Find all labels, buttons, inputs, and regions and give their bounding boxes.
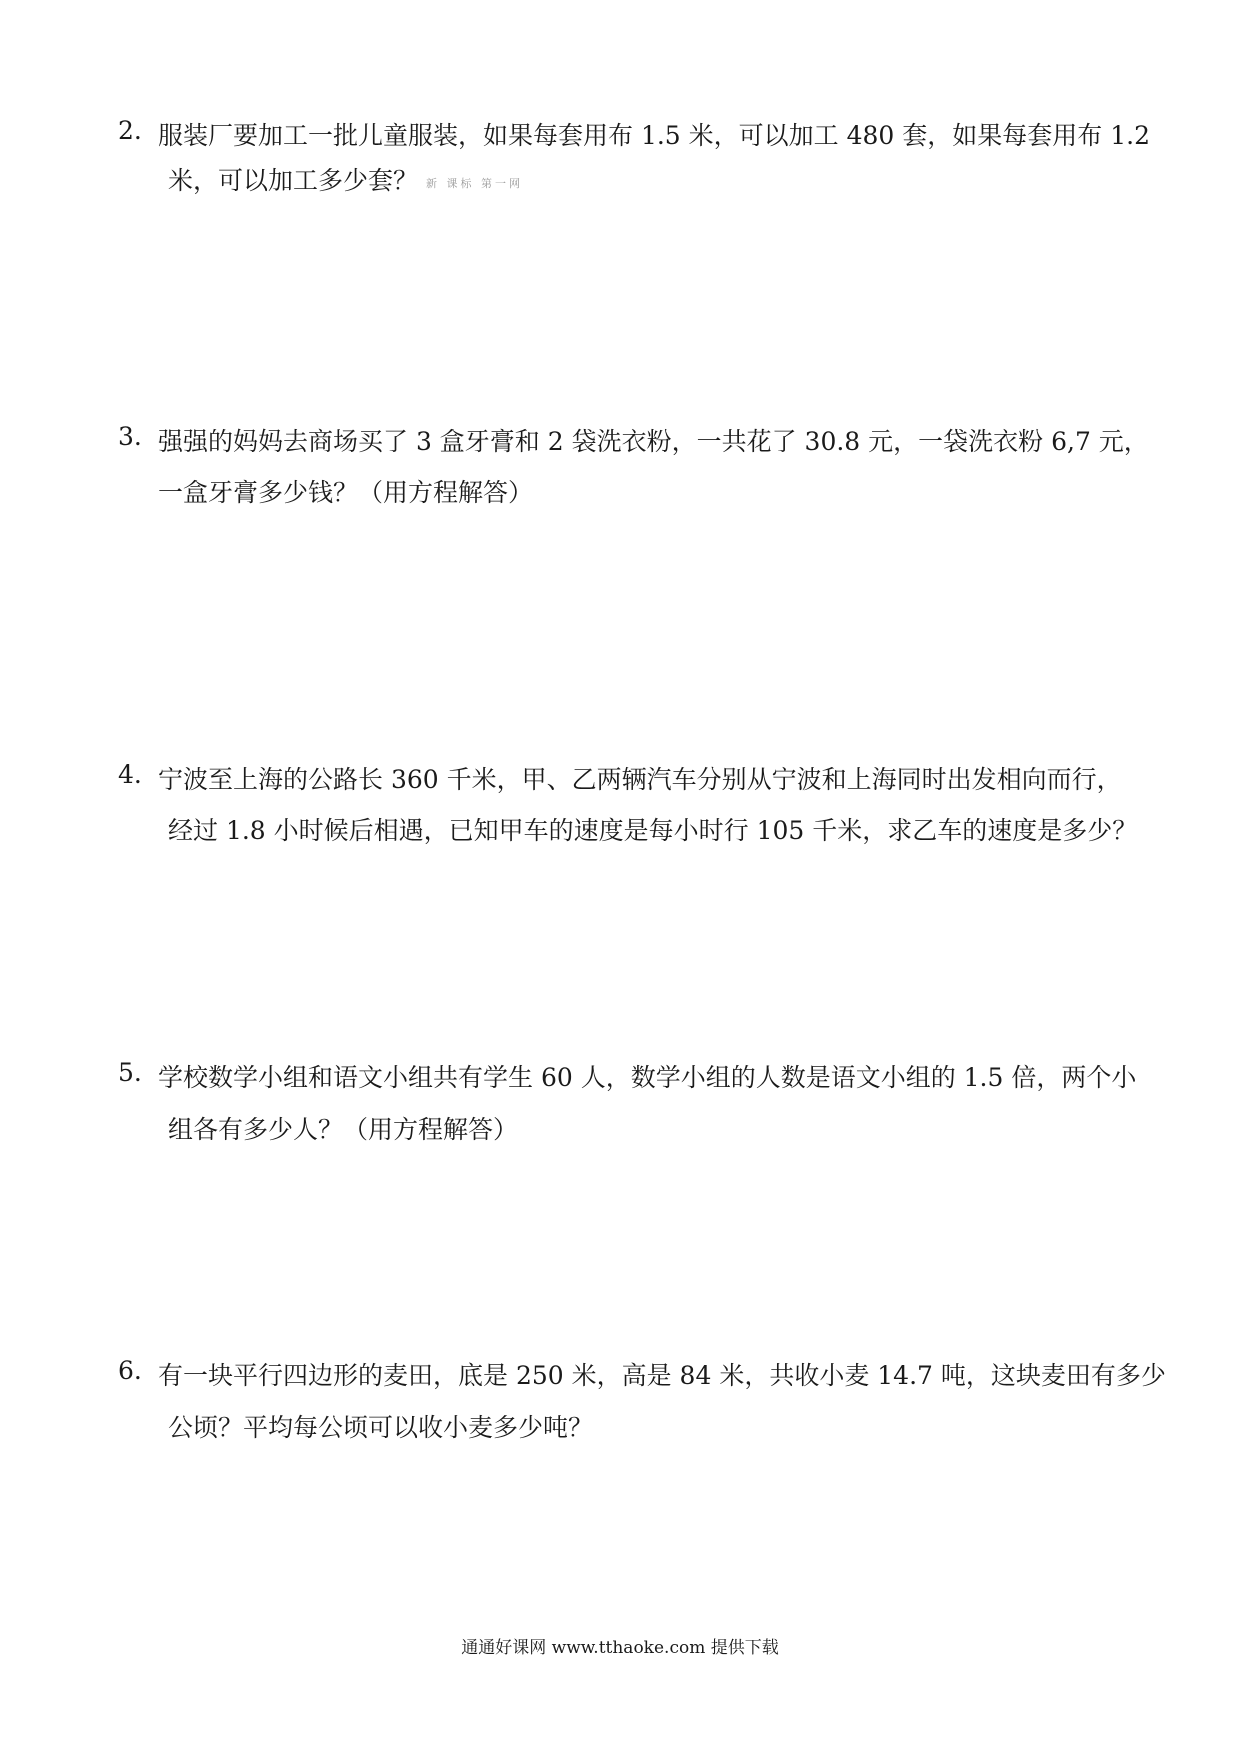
question-text: 服装厂要加工一批儿童服装，如果每套用布 1.5 米，可以加工 480 套，如果每套用布 1.2 — [158, 121, 1150, 150]
question-line — [158, 760, 1122, 796]
question-text: 经过 1.8 小时候后相遇，已知甲车的速度是每小时行 105 千米，求乙车的速度是多少？ — [168, 816, 1138, 845]
question-text: 学校数学小组和语文小组共有学生 60 人，数学小组的人数是语文小组的 1.5 倍，两个小 — [158, 1063, 1137, 1092]
question-line — [168, 1408, 593, 1444]
page-footer: 通通好课网 www.tthaoke.com 提供下载 — [461, 1638, 779, 1658]
question-number: 2. — [118, 116, 142, 145]
watermark-text: 新 课标 第一网 — [426, 176, 524, 190]
question-text: 组各有多少人？（用方程解答） — [168, 1115, 519, 1144]
question-text: 公顷？平均每公顷可以收小麦多少吨？ — [168, 1413, 594, 1442]
question-number: 5. — [118, 1058, 142, 1087]
question-number: 3. — [118, 422, 142, 451]
question-line — [158, 473, 533, 509]
question-line — [168, 811, 1137, 847]
question-number: 6. — [118, 1356, 142, 1385]
question-text: 米，可以加工多少套？ — [168, 166, 419, 195]
question-text: 强强的妈妈去商场买了 3 盒牙膏和 2 袋洗衣粉，一共花了 30.8 元，一袋洗衣粉 6,7 元， — [158, 427, 1149, 456]
question-text: 宁波至上海的公路长 360 千米，甲、乙两辆汽车分别从宁波和上海同时出发相向而行， — [158, 765, 1122, 794]
question-line — [158, 116, 1150, 152]
question-line — [158, 422, 1149, 458]
question-number: 4. — [118, 760, 142, 789]
question-text: 一盒牙膏多少钱？（用方程解答） — [158, 478, 534, 507]
question-line — [158, 1058, 1136, 1094]
question-line — [168, 1110, 518, 1146]
question-text: 有一块平行四边形的麦田，底是 250 米，高是 84 米，共收小麦 14.7 吨，这块麦田有多少 — [158, 1361, 1166, 1390]
question-line — [168, 161, 523, 197]
question-line — [158, 1356, 1166, 1392]
